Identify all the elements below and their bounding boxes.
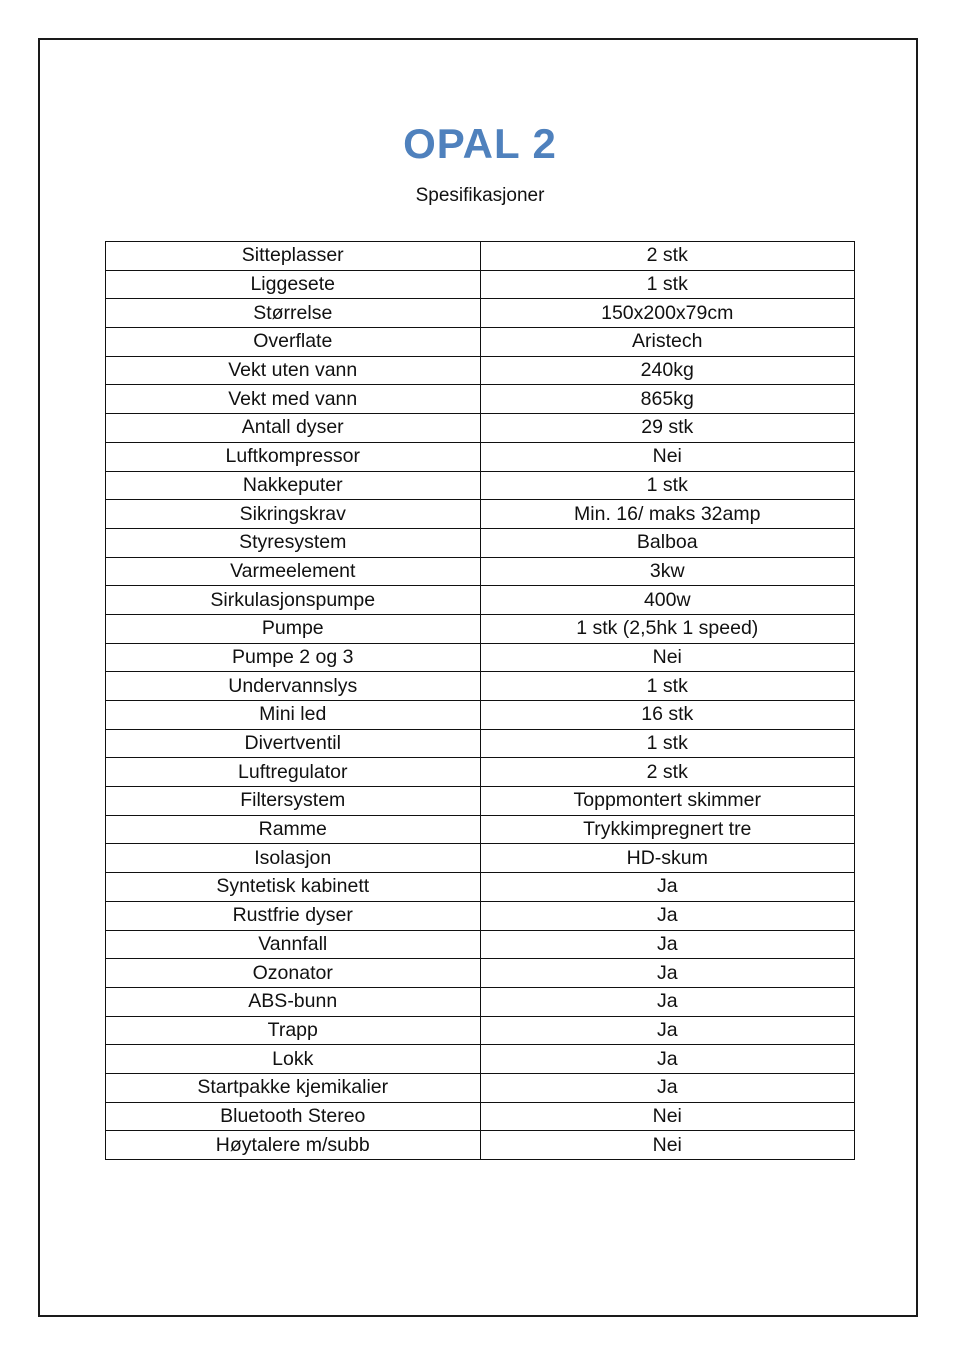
specifications-table (105, 241, 855, 1160)
spec-label: Vannfall (106, 930, 481, 959)
page-subtitle: Spesifikasjoner (415, 185, 545, 206)
spec-value: 1 stk (480, 471, 855, 500)
spec-label: Trapp (106, 1016, 481, 1045)
table-row (106, 901, 855, 930)
table-row (106, 270, 855, 299)
spec-label: Ozonator (106, 959, 481, 988)
spec-value: Ja (480, 1045, 855, 1074)
spec-label: Bluetooth Stereo (106, 1102, 481, 1131)
spec-value: 3kw (480, 557, 855, 586)
spec-label: Undervannslys (106, 672, 481, 701)
table-row (106, 1045, 855, 1074)
spec-value: HD-skum (480, 844, 855, 873)
table-row (106, 844, 855, 873)
spec-value: 2 stk (480, 242, 855, 271)
table-row (106, 1102, 855, 1131)
spec-value: 1 stk (480, 729, 855, 758)
spec-label: Høytalere m/subb (106, 1131, 481, 1160)
spec-label: Størrelse (106, 299, 481, 328)
table-row (106, 758, 855, 787)
table-row (106, 500, 855, 529)
spec-value: Min. 16/ maks 32amp (480, 500, 855, 529)
spec-value: Ja (480, 959, 855, 988)
spec-label: Varmeelement (106, 557, 481, 586)
spec-value: Ja (480, 873, 855, 902)
spec-value: Nei (480, 442, 855, 471)
table-row (106, 414, 855, 443)
spec-label: Sirkulasjonspumpe (106, 586, 481, 615)
table-row (106, 873, 855, 902)
table-row (106, 959, 855, 988)
spec-value: Ja (480, 930, 855, 959)
table-row (106, 1016, 855, 1045)
spec-label: Vekt uten vann (106, 356, 481, 385)
spec-label: Sikringskrav (106, 500, 481, 529)
table-row (106, 356, 855, 385)
table-row (106, 328, 855, 357)
spec-value: Nei (480, 643, 855, 672)
table-row (106, 787, 855, 816)
spec-label: Styresystem (106, 528, 481, 557)
spec-value: 400w (480, 586, 855, 615)
spec-value: 1 stk (480, 672, 855, 701)
table-row (106, 930, 855, 959)
table-row (106, 471, 855, 500)
spec-label: Mini led (106, 701, 481, 730)
spec-label: Pumpe 2 og 3 (106, 643, 481, 672)
table-row (106, 1131, 855, 1160)
table-row (106, 987, 855, 1016)
spec-label: Vekt med vann (106, 385, 481, 414)
spec-value: Ja (480, 1073, 855, 1102)
spec-value: 1 stk (480, 270, 855, 299)
spec-value: Ja (480, 901, 855, 930)
spec-value: Aristech (480, 328, 855, 357)
spec-value: Nei (480, 1102, 855, 1131)
table-row (106, 528, 855, 557)
spec-label: Nakkeputer (106, 471, 481, 500)
spec-label: Liggesete (106, 270, 481, 299)
spec-label: Luftkompressor (106, 442, 481, 471)
spec-label: Antall dyser (106, 414, 481, 443)
spec-label: ABS-bunn (106, 987, 481, 1016)
spec-label: Ramme (106, 815, 481, 844)
page-title: OPAL 2 (403, 120, 557, 167)
spec-label: Isolasjon (106, 844, 481, 873)
table-row (106, 299, 855, 328)
spec-label: Pumpe (106, 614, 481, 643)
spec-value: Ja (480, 1016, 855, 1045)
spec-value: 150x200x79cm (480, 299, 855, 328)
spec-value: Balboa (480, 528, 855, 557)
spec-value: 865kg (480, 385, 855, 414)
table-row (106, 442, 855, 471)
spec-label: Overflate (106, 328, 481, 357)
spec-label: Syntetisk kabinett (106, 873, 481, 902)
spec-label: Startpakke kjemikalier (106, 1073, 481, 1102)
spec-label: Luftregulator (106, 758, 481, 787)
table-row (106, 614, 855, 643)
spec-value: Ja (480, 987, 855, 1016)
table-row (106, 557, 855, 586)
specifications-table-body (106, 242, 855, 1160)
table-row (106, 242, 855, 271)
table-row (106, 729, 855, 758)
table-row (106, 385, 855, 414)
table-row (106, 815, 855, 844)
spec-value: 1 stk (2,5hk 1 speed) (480, 614, 855, 643)
spec-value: 2 stk (480, 758, 855, 787)
table-row (106, 643, 855, 672)
spec-label: Sitteplasser (106, 242, 481, 271)
table-row (106, 672, 855, 701)
spec-value: 16 stk (480, 701, 855, 730)
spec-label: Rustfrie dyser (106, 901, 481, 930)
spec-label: Lokk (106, 1045, 481, 1074)
spec-value: Nei (480, 1131, 855, 1160)
spec-value: Trykkimpregnert tre (480, 815, 855, 844)
table-row (106, 701, 855, 730)
spec-value: Toppmontert skimmer (480, 787, 855, 816)
spec-label: Divertventil (106, 729, 481, 758)
spec-value: 29 stk (480, 414, 855, 443)
table-row (106, 586, 855, 615)
spec-value: 240kg (480, 356, 855, 385)
table-row (106, 1073, 855, 1102)
spec-label: Filtersystem (106, 787, 481, 816)
